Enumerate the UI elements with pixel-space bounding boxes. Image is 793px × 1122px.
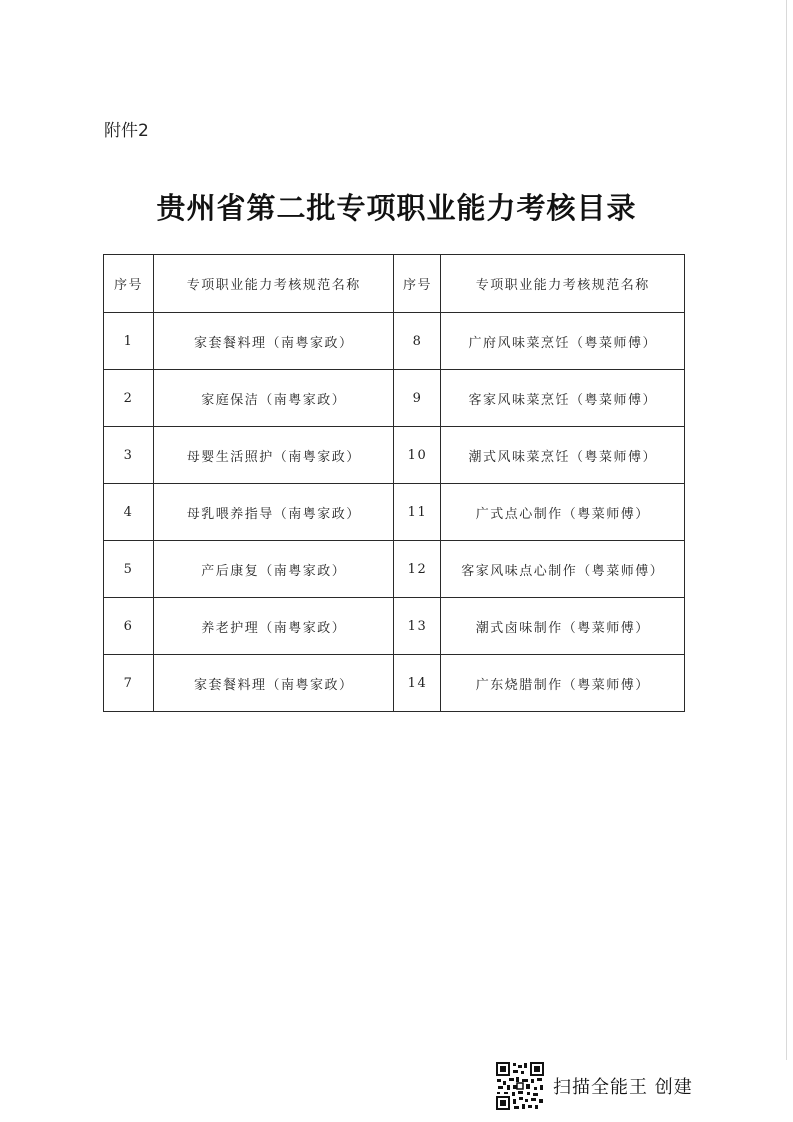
cell-no-right: 9 <box>394 370 441 427</box>
header-no-left: 序号 <box>104 255 154 313</box>
cell-name-left: 家庭保洁（南粤家政） <box>153 370 394 427</box>
cell-name-right: 客家风味点心制作（粤菜师傅） <box>441 541 685 598</box>
cell-name-right: 客家风味菜烹饪（粤菜师傅） <box>441 370 685 427</box>
cell-no-right: 10 <box>394 427 441 484</box>
cell-no-left: 6 <box>104 598 154 655</box>
table-row <box>104 541 685 598</box>
cell-no-right: 12 <box>394 541 441 598</box>
cell-name-left: 母婴生活照护（南粤家政） <box>153 427 394 484</box>
page-edge-line <box>786 0 787 1060</box>
table-header-row <box>104 255 685 313</box>
cell-name-right: 广府风味菜烹饪（粤菜师傅） <box>441 313 685 370</box>
header-no-right: 序号 <box>394 255 441 313</box>
cell-name-right: 广式点心制作（粤菜师傅） <box>441 484 685 541</box>
table-row <box>104 484 685 541</box>
table-row <box>104 427 685 484</box>
catalog-table <box>103 254 685 712</box>
cell-no-right: 11 <box>394 484 441 541</box>
table-row <box>104 598 685 655</box>
cell-name-left: 养老护理（南粤家政） <box>153 598 394 655</box>
cell-name-left: 家套餐料理（南粤家政） <box>153 313 394 370</box>
header-name-left: 专项职业能力考核规范名称 <box>153 255 394 313</box>
header-name-right: 专项职业能力考核规范名称 <box>441 255 685 313</box>
cell-no-left: 4 <box>104 484 154 541</box>
table-row <box>104 313 685 370</box>
cell-name-right: 广东烧腊制作（粤菜师傅） <box>441 655 685 712</box>
scanner-watermark <box>495 1061 693 1111</box>
cell-no-left: 5 <box>104 541 154 598</box>
cell-no-left: 3 <box>104 427 154 484</box>
cell-no-left: 7 <box>104 655 154 712</box>
cell-name-left: 母乳喂养指导（南粤家政） <box>153 484 394 541</box>
cell-no-left: 2 <box>104 370 154 427</box>
cell-no-right: 14 <box>394 655 441 712</box>
table-row <box>104 370 685 427</box>
cell-no-left: 1 <box>104 313 154 370</box>
cell-no-right: 8 <box>394 313 441 370</box>
table-row <box>104 655 685 712</box>
scanner-brand-text: 扫描全能王 创建 <box>553 1077 693 1098</box>
page-title: 贵州省第二批专项职业能力考核目录 <box>156 191 637 225</box>
cell-name-right: 潮式卤味制作（粤菜师傅） <box>441 598 685 655</box>
qr-code-icon <box>495 1061 545 1111</box>
cell-name-right: 潮式风味菜烹饪（粤菜师傅） <box>441 427 685 484</box>
attachment-label: 附件2 <box>104 121 149 141</box>
cell-no-right: 13 <box>394 598 441 655</box>
cell-name-left: 产后康复（南粤家政） <box>153 541 394 598</box>
cell-name-left: 家套餐料理（南粤家政） <box>153 655 394 712</box>
